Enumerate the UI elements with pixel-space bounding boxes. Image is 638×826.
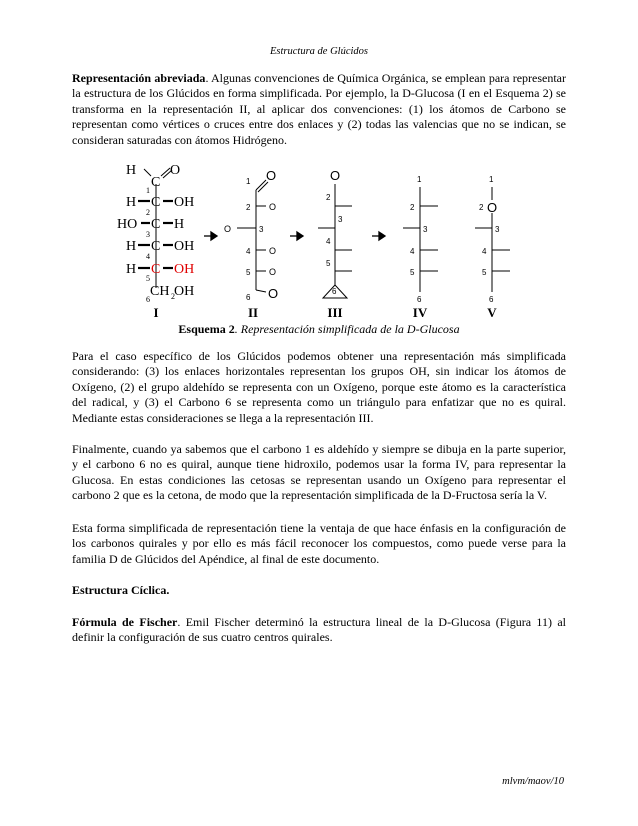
fischer-row-right: H [174, 217, 185, 232]
structure-5-number: 2 [479, 203, 484, 212]
fischer-bottom-oh: OH [174, 284, 195, 299]
page-footer: mlvm/maov/10 [502, 776, 564, 787]
structure-label-v: V [487, 305, 497, 320]
arrow-head-icon [379, 232, 385, 240]
structure-5-number: 4 [482, 247, 487, 256]
structure-label-ii: II [247, 305, 259, 320]
fischer-top-h: H [126, 163, 137, 178]
paragraph-lead: Fórmula de Fischer [72, 615, 178, 629]
fischer-row-right: OH [174, 239, 195, 254]
paragraph-simplified: Para el caso específico de los Glúcidos podemos obtener una representación más simplificada considerando: (3) los enlaces horizontales representan los grupos OH, sin indicar los átomos de Oxígeno, (2) el grupo aldehído se representa con un Oxígeno, porque este átomo es la característica del radical, y (3) el Carbono 6 se representa como un triángulo para enfatizar que no es quiral. Mediante estas consideraciones se llega a la representación III. [72, 349, 566, 425]
fischer-row-left: H [126, 262, 137, 277]
structure-4-number: 6 [417, 295, 422, 304]
fischer-row-c-highlight: C [151, 262, 161, 277]
structure-2-bond [256, 290, 266, 292]
structure-2-oxygen: O [266, 168, 277, 183]
fischer-number: 2 [146, 208, 150, 217]
structure-4-number: 4 [410, 247, 415, 256]
structure-4-number: 2 [410, 203, 415, 212]
fischer-row-left: H [126, 195, 137, 210]
scheme-2-diagram [0, 0, 638, 340]
fischer-bond-o1a [161, 168, 170, 176]
structure-2-number: 2 [246, 203, 251, 212]
caption-label: Esquema 2 [178, 322, 235, 336]
fischer-row-c: C [151, 239, 161, 254]
paragraph-fischer [72, 615, 566, 646]
structure-3-number: 2 [326, 193, 331, 202]
structure-3-number: 6 [332, 287, 337, 296]
structure-3-number: 5 [326, 259, 331, 268]
structure-5-number: 6 [489, 295, 494, 304]
arrow-head-icon [211, 232, 217, 240]
section-heading-cyclic: Estructura Cíclica. [72, 583, 170, 597]
structure-4-number: 1 [417, 175, 422, 184]
scheme-caption [0, 322, 638, 337]
structure-4-number: 5 [410, 268, 415, 277]
fischer-row-c: C [151, 217, 161, 232]
fischer-row-left: H [126, 239, 137, 254]
fischer-number: 4 [146, 252, 150, 261]
structure-2-oxygen: O [269, 267, 277, 277]
paragraph-text: . Algunas convenciones de Química Orgánica, se emplean para representar la estructura de los Glúcidos en forma simplificada. Por ejemplo, la D-Glucosa (I en el Esquema 2) se transforma en la representación II, al aplicar dos convenciones: (1) los átomos de Carbono se representan como vértices o cruces entre dos enlaces y (2) todas las valencias que no se indican, se consideran saturadas con átomos Hidrógeno. [72, 71, 566, 147]
fischer-top-c: C [151, 175, 161, 190]
structure-2-oxygen: O [269, 246, 277, 256]
arrow-head-icon [297, 232, 303, 240]
fischer-bottom-ch: CH [150, 284, 170, 299]
structure-label-iv: IV [412, 305, 428, 320]
fischer-number: 5 [146, 274, 150, 283]
structure-5-ketone-oxygen: O [487, 200, 498, 215]
fischer-row-right: OH [174, 195, 195, 210]
structure-5-number: 3 [495, 225, 500, 234]
fischer-bottom-subscript: 2 [171, 292, 175, 301]
caption-text: . Representación simplificada de la D-Glucosa [234, 322, 460, 336]
structure-3-number: 4 [326, 237, 331, 246]
fischer-row-left: HO [117, 217, 138, 232]
structure-4-number: 3 [423, 225, 428, 234]
paragraph-finally: Finalmente, cuando ya sabemos que el carbono 1 es aldehído y siempre se dibuja en la parte superior, y el carbono 6 no es quiral, aunque tiene hidroxilo, podemos usar la forma IV, para representar la Glucosa. En estas condiciones las cetosas se representan usando un Oxígeno para representar el carbono 2 que es la cetona, de modo que la representación simplificada de la D-Fructosa sería la V. [72, 442, 566, 503]
fischer-number: 6 [146, 295, 150, 304]
fischer-row-c: C [151, 195, 161, 210]
fischer-top-o: O [170, 163, 181, 178]
structure-2-number: 6 [246, 293, 251, 302]
paragraph-text: . Emil Fischer determinó la estructura lineal de la D-Glucosa (Figura 11) al definir la configuración de sus cuatro centros quirales. [72, 615, 566, 645]
structure-5-number: 1 [489, 175, 494, 184]
structure-2-number: 4 [246, 247, 251, 256]
fischer-number: 1 [146, 186, 150, 195]
structure-2-number: 5 [246, 268, 251, 277]
structure-3-oxygen: O [330, 168, 341, 183]
structure-5-number: 5 [482, 268, 487, 277]
structure-label-i: I [153, 305, 159, 320]
paragraph-lead: Representación abreviada [72, 71, 206, 85]
fischer-number: 3 [146, 230, 150, 239]
structure-2-oxygen: O [269, 202, 277, 212]
structure-2-oxygen: O [224, 224, 232, 234]
paragraph-advantage: Esta forma simplificada de representación tiene la ventaja de que hace énfasis en la configuración de los carbonos quirales y por ello es más fácil reconocer los compuestos, como puede verse para la familia D de Glúcidos del Apéndice, al final de este documento. [72, 521, 566, 566]
structure-2-oxygen: O [268, 286, 279, 301]
structure-2-number: 3 [259, 225, 264, 234]
page-header: Estructura de Glúcidos [270, 46, 368, 57]
structure-label-iii: III [327, 305, 343, 320]
structure-2-number: 1 [246, 177, 251, 186]
structure-3-number: 3 [338, 215, 343, 224]
fischer-bond-h1 [144, 169, 151, 176]
fischer-row-right-highlight: OH [174, 262, 195, 277]
